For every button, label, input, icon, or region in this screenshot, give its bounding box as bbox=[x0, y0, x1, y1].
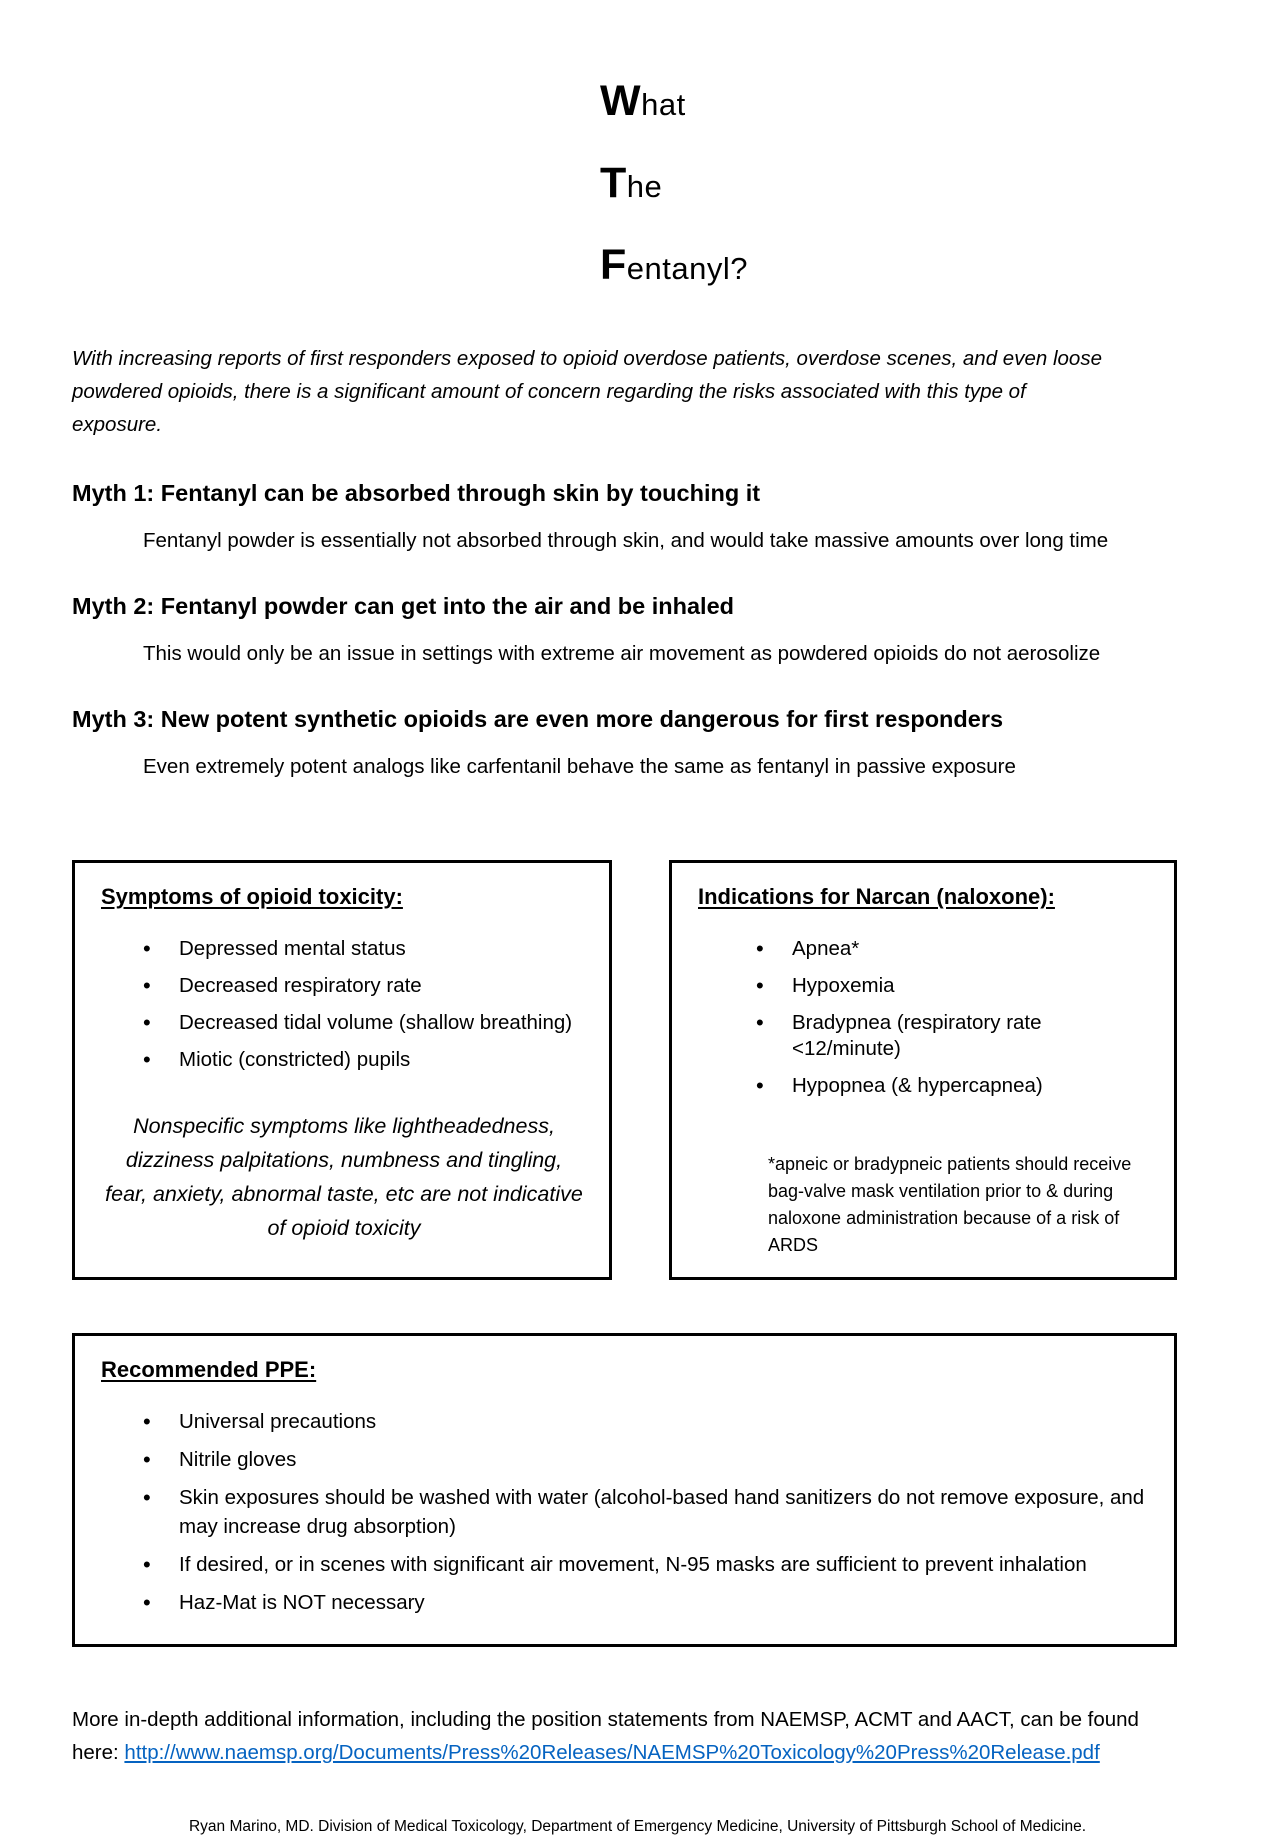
title-initial-letter: W bbox=[600, 77, 642, 125]
myth-item bbox=[72, 592, 1203, 667]
narcan-footnote: *apneic or bradypneic patients should receive bag-valve mask ventilation prior to & during naloxone administration because of a risk of ARDS bbox=[768, 1154, 1132, 1255]
list-item-text: • Hypopnea (& hypercapnea) bbox=[792, 1074, 1043, 1097]
list-item-text: • Universal precautions bbox=[179, 1410, 377, 1433]
title-initial-letter: F bbox=[600, 241, 627, 289]
list-item-text: • Depressed mental status bbox=[179, 937, 406, 960]
list-item-text: • Miotic (constricted) pupils bbox=[179, 1048, 411, 1071]
symptoms-bullet-list bbox=[101, 936, 587, 1073]
list-item bbox=[101, 1588, 1146, 1617]
list-item bbox=[101, 973, 587, 999]
list-item-text: • Decreased respiratory rate bbox=[179, 974, 422, 997]
myth-detail: Fentanyl powder is essentially not absorbed through skin, and would take massive amounts over long time bbox=[143, 529, 1109, 552]
list-item bbox=[101, 1483, 1146, 1541]
symptoms-box-title: Symptoms of opioid toxicity: bbox=[101, 884, 403, 909]
info-boxes-row bbox=[72, 860, 1203, 1280]
list-item-text: • If desired, or in scenes with significant air movement, N-95 masks are sufficient to prevent inhalation bbox=[179, 1553, 1087, 1576]
title-rest: entanyl? bbox=[626, 251, 748, 286]
myth-detail: Even extremely potent analogs like carfentanil behave the same as fentanyl in passive exposure bbox=[143, 755, 1016, 778]
list-item bbox=[698, 1010, 1152, 1062]
ppe-box bbox=[72, 1333, 1177, 1647]
list-item bbox=[101, 1010, 587, 1036]
myth-heading: Myth 1: Fentanyl can be absorbed through skin by touching it bbox=[72, 480, 761, 506]
narcan-box-title: Indications for Narcan (naloxone): bbox=[698, 884, 1055, 909]
list-item bbox=[698, 1073, 1152, 1099]
list-item bbox=[698, 973, 1152, 999]
symptoms-note: Nonspecific symptoms like lightheadedness, dizziness palpitations, numbness and tingling, fear, anxiety, abnormal taste, etc are not indicative of opioid toxicity bbox=[105, 1114, 583, 1240]
title-rest: he bbox=[626, 169, 663, 204]
title-line bbox=[600, 241, 1203, 290]
attribution-line: Ryan Marino, MD. Division of Medical Toxicology, Department of Emergency Medicine, University of Pittsburgh School of Medicine. bbox=[188, 1818, 1087, 1835]
list-item bbox=[101, 936, 587, 962]
list-item bbox=[101, 1550, 1146, 1579]
ppe-box-title: Recommended PPE: bbox=[101, 1357, 317, 1382]
myths-section bbox=[72, 479, 1203, 780]
ppe-bullet-list bbox=[101, 1407, 1146, 1617]
title-line bbox=[600, 159, 1203, 208]
intro-paragraph: With increasing reports of first responders exposed to opioid overdose patients, overdose scenes, and even loose powdered opioids, there is a significant amount of concern regarding the risks associated with this type of exposure. bbox=[72, 347, 1102, 436]
more-info-text: More in-depth additional information, including the position statements from NAEMSP, ACMT and AACT, can be found here: bbox=[72, 1708, 1139, 1764]
list-item-text: • Hypoxemia bbox=[792, 974, 895, 997]
list-item bbox=[101, 1047, 587, 1073]
title-line bbox=[600, 77, 1203, 126]
list-item-text: • Skin exposures should be washed with water (alcohol-based hand sanitizers do not remove exposure, and may increase drug absorption) bbox=[179, 1486, 1145, 1538]
document-title bbox=[600, 0, 1203, 290]
myth-item bbox=[72, 479, 1203, 554]
narcan-box bbox=[669, 860, 1177, 1280]
myth-item bbox=[72, 705, 1203, 780]
list-item-text: • Decreased tidal volume (shallow breathing) bbox=[179, 1011, 573, 1034]
list-item bbox=[101, 1407, 1146, 1436]
title-rest: hat bbox=[641, 87, 686, 122]
list-item bbox=[101, 1445, 1146, 1474]
list-item-text: • Bradypnea (respiratory rate <12/minute) bbox=[792, 1011, 1042, 1060]
list-item-text: • Apnea* bbox=[792, 937, 860, 960]
myth-heading: Myth 3: New potent synthetic opioids are even more dangerous for first responders bbox=[72, 706, 1004, 732]
myth-detail: This would only be an issue in settings with extreme air movement as powdered opioids do not aerosolize bbox=[143, 642, 1101, 665]
myth-heading: Myth 2: Fentanyl powder can get into the air and be inhaled bbox=[72, 593, 734, 619]
symptoms-box bbox=[72, 860, 612, 1280]
naemsp-pdf-link[interactable]: http://www.naemsp.org/Documents/Press%20Releases/NAEMSP%20Toxicology%20Press%20Release.pdf bbox=[124, 1741, 1100, 1764]
title-initial-letter: T bbox=[600, 159, 627, 207]
narcan-bullet-list bbox=[698, 936, 1152, 1099]
list-item-text: • Haz-Mat is NOT necessary bbox=[179, 1591, 425, 1614]
list-item-text: • Nitrile gloves bbox=[179, 1448, 297, 1471]
more-info-paragraph bbox=[72, 1703, 1157, 1769]
list-item bbox=[698, 936, 1152, 962]
